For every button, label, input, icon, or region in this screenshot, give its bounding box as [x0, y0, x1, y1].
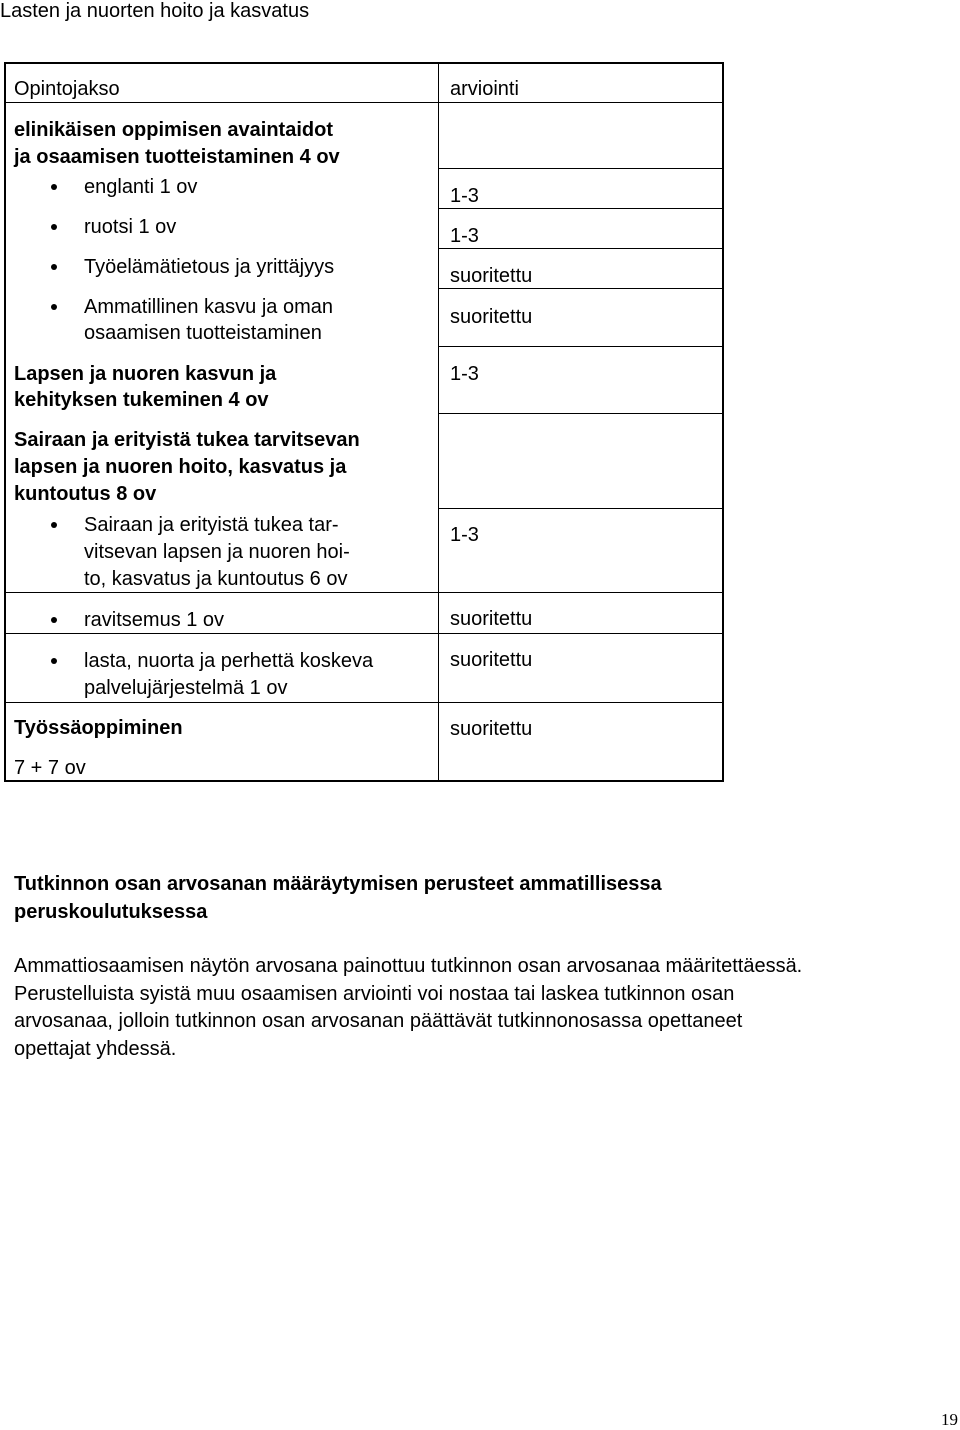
bullet-icon: [51, 304, 57, 310]
table-border-right: [722, 62, 724, 782]
section-heading-growth-support: Lapsen ja nuoren kasvun ja: [14, 363, 277, 385]
on-the-job-credits: 7 + 7 ov: [14, 757, 86, 779]
section-heading-key-skills: ja osaamisen tuotteistaminen 4 ov: [14, 146, 340, 168]
column-header-course: Opintojakso: [14, 78, 120, 100]
course-item-english: englanti 1 ov: [84, 176, 198, 198]
assessment-value: 1-3: [450, 524, 479, 546]
assessment-value: 1-3: [450, 225, 479, 247]
table-column-divider: [438, 62, 439, 782]
course-item-special-care: to, kasvatus ja kuntoutus 6 ov: [84, 568, 348, 590]
bullet-icon: [51, 617, 57, 623]
assessment-value: suoritettu: [450, 265, 533, 287]
section-heading-special-care: kuntoutus 8 ov: [14, 483, 157, 505]
paragraph-line: arvosanaa, jolloin tutkinnon osan arvosanan päättävät tutkinnonosassa opettaneet: [14, 1010, 743, 1032]
row-border: [4, 633, 724, 634]
row-border: [438, 413, 724, 414]
assessment-value: suoritettu: [450, 306, 533, 328]
column-header-assessment: arviointi: [450, 78, 519, 100]
row-border: [438, 168, 724, 169]
paragraph-line: opettajat yhdessä.: [14, 1038, 177, 1060]
table-border-top: [4, 62, 724, 64]
bullet-icon: [51, 264, 57, 270]
bullet-icon: [51, 522, 57, 528]
section-title: Tutkinnon osan arvosanan määräytymisen perusteet ammatillisessa: [14, 873, 662, 895]
course-item-professional-growth: Ammatillinen kasvu ja oman: [84, 296, 333, 318]
row-border: [4, 592, 724, 593]
course-item-working-life: Työelämätietous ja yrittäjyys: [84, 256, 335, 278]
course-item-professional-growth: osaamisen tuotteistaminen: [84, 322, 322, 344]
page-number: 19: [941, 1410, 958, 1429]
section-heading-growth-support: kehityksen tukeminen 4 ov: [14, 389, 269, 411]
assessment-value: suoritettu: [450, 649, 533, 671]
row-border: [438, 248, 724, 249]
section-heading-special-care: lapsen ja nuoren hoito, kasvatus ja: [14, 456, 347, 478]
bullet-icon: [51, 184, 57, 190]
course-item-service-system: palvelujärjestelmä 1 ov: [84, 677, 288, 699]
table-border-bottom: [4, 780, 724, 782]
paragraph-line: Perustelluista syistä muu osaamisen arviointi voi nostaa tai laskea tutkinnon osan: [14, 983, 735, 1005]
row-border: [4, 102, 724, 103]
row-border: [438, 208, 724, 209]
row-border: [4, 702, 724, 703]
table-border-left: [4, 62, 6, 782]
course-item-service-system: lasta, nuorta ja perhettä koskeva: [84, 650, 374, 672]
row-border: [438, 508, 724, 509]
course-item-special-care: Sairaan ja erityistä tukea tar-: [84, 514, 339, 536]
bullet-icon: [51, 224, 57, 230]
course-item-special-care: vitsevan lapsen ja nuoren hoi-: [84, 541, 350, 563]
section-heading-key-skills: elinikäisen oppimisen avaintaidot: [14, 119, 333, 141]
assessment-value: suoritettu: [450, 608, 533, 630]
page-header-title: Lasten ja nuorten hoito ja kasvatus: [0, 0, 310, 22]
course-item-swedish: ruotsi 1 ov: [84, 216, 177, 238]
course-item-nutrition: ravitsemus 1 ov: [84, 609, 225, 631]
bullet-icon: [51, 658, 57, 664]
section-heading-special-care: Sairaan ja erityistä tukea tarvitsevan: [14, 429, 360, 451]
assessment-value: suoritettu: [450, 718, 533, 740]
assessment-value: 1-3: [450, 185, 479, 207]
paragraph-line: Ammattiosaamisen näytön arvosana painottuu tutkinnon osan arvosanaa määritettäessä.: [14, 955, 803, 977]
row-border: [438, 346, 724, 347]
assessment-value: 1-3: [450, 363, 479, 385]
section-title: peruskoulutuksessa: [14, 901, 208, 923]
section-heading-on-the-job: Työssäoppiminen: [14, 717, 183, 739]
